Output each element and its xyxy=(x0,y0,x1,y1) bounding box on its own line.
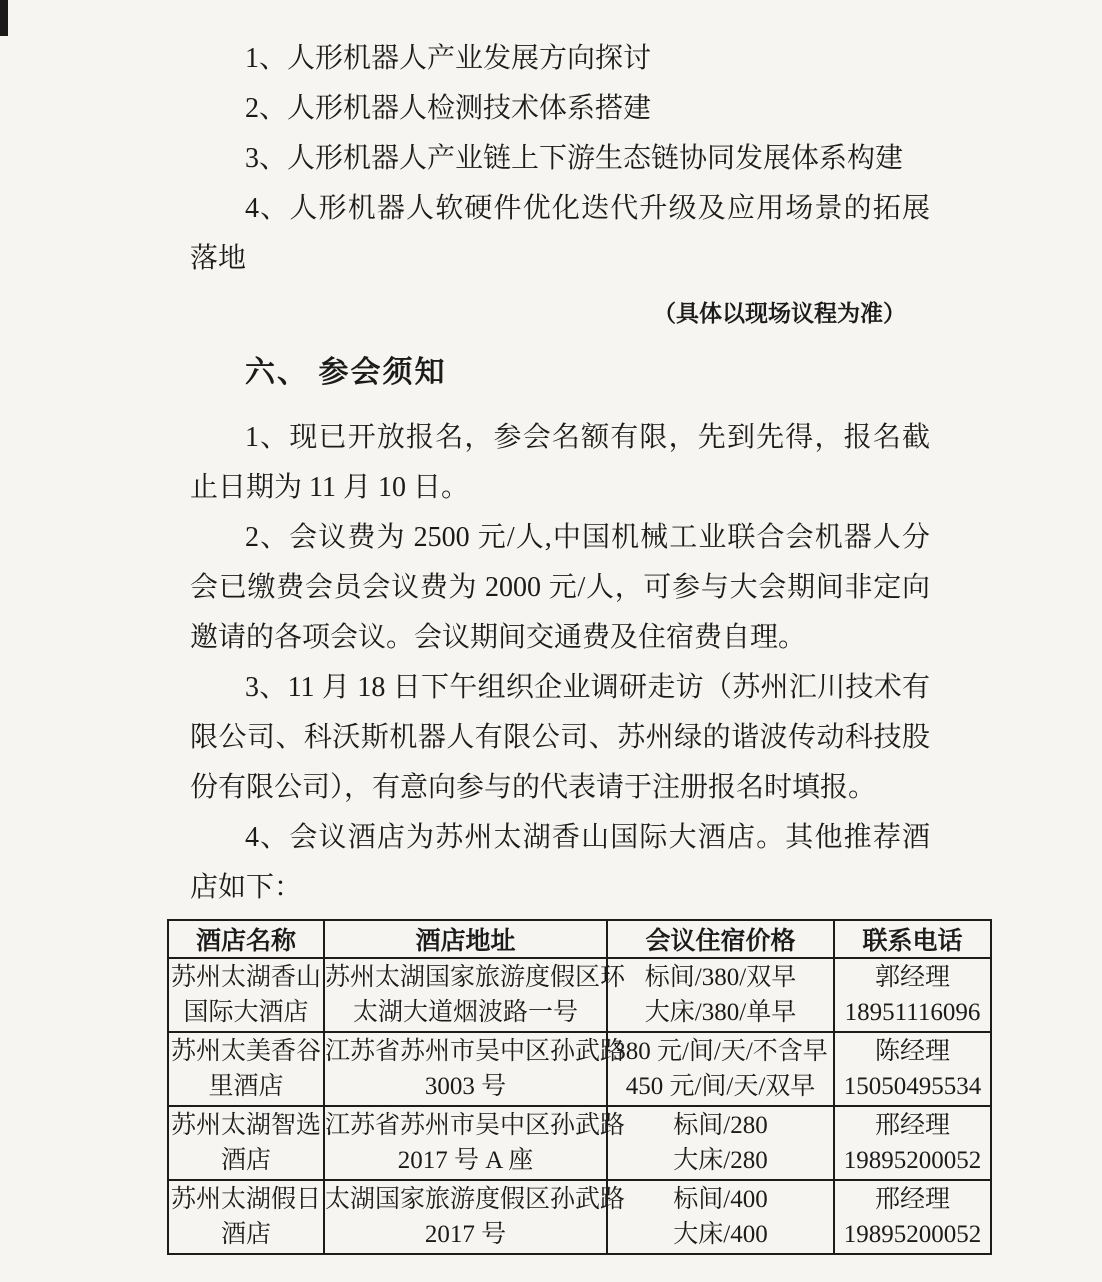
hotel-row xyxy=(168,958,991,1032)
cell-line: 邢经理 xyxy=(874,1112,950,1139)
agenda-item-4: 4、人形机器人软硬件优化迭代升级及应用场景的拓展落地 xyxy=(190,193,930,274)
header-hotel-address: 酒店地址 xyxy=(324,920,607,958)
notice-list xyxy=(190,413,930,913)
header-row xyxy=(168,920,991,958)
cell-room-price xyxy=(607,1180,834,1254)
cell-room-price xyxy=(607,1106,834,1180)
cell-line: 标间/280 xyxy=(673,1112,768,1139)
cell-hotel-address xyxy=(324,1180,626,1254)
header-room-price: 会议住宿价格 xyxy=(607,920,834,958)
cell-line: 苏州太湖国家旅游度假区环 xyxy=(325,964,626,991)
cell-line: 苏州太美香谷 xyxy=(170,1038,321,1065)
cell-line: 江苏省苏州市吴中区孙武路 xyxy=(325,1112,626,1139)
cell-line: 标间/400 xyxy=(673,1186,768,1213)
cell-line: 18951116096 xyxy=(844,999,981,1026)
header-contact-phone: 联系电话 xyxy=(834,920,991,958)
cell-hotel-name xyxy=(168,1106,324,1180)
agenda-note: （具体以现场议程为准） xyxy=(653,301,906,326)
cell-contact-phone xyxy=(834,1180,991,1254)
cell-line: 里酒店 xyxy=(208,1073,284,1100)
notice-paragraph-2: 2、会议费为 2500 元/人,中国机械工业联合会机器人分会已缴费会员会议费为 2000 元/人，可参与大会期间非定向邀请的各项会议。会议期间交通费及住宿费自理。 xyxy=(190,522,930,653)
hotel-table xyxy=(167,919,992,1255)
cell-line: 19895200052 xyxy=(843,1147,982,1174)
notice-paragraph-3: 3、11 月 18 日下午组织企业调研走访（苏州汇川技术有限公司、科沃斯机器人有限公司、苏州绿的谐波传动科技股份有限公司），有意向参与的代表请于注册报名时填报。 xyxy=(190,672,930,803)
cell-line: 450 元/间/天/双早 xyxy=(625,1073,816,1100)
cell-line: 2017 号 A 座 xyxy=(397,1147,534,1174)
cell-line: 15050495534 xyxy=(843,1073,982,1100)
header-hotel-name: 酒店名称 xyxy=(168,920,324,958)
cell-line: 大床/400 xyxy=(673,1221,768,1248)
cell-contact-phone xyxy=(834,1032,991,1106)
cell-hotel-address xyxy=(324,958,626,1032)
cell-line: 苏州太湖智选 xyxy=(170,1112,321,1139)
hotel-table-header xyxy=(168,920,991,958)
cell-line: 陈经理 xyxy=(874,1038,950,1065)
cell-room-price xyxy=(607,958,834,1032)
cell-line: 大床/380/单早 xyxy=(644,999,797,1026)
cell-hotel-name xyxy=(168,1180,324,1254)
notice-paragraph-1: 1、现已开放报名，参会名额有限，先到先得，报名截止日期为 11 月 10 日。 xyxy=(190,422,930,503)
cell-line: 邢经理 xyxy=(874,1186,950,1213)
cell-line: 太湖国家旅游度假区孙武路 xyxy=(325,1186,626,1213)
notice-paragraph-4: 4、会议酒店为苏州太湖香山国际大酒店。其他推荐酒店如下： xyxy=(190,822,930,903)
cell-room-price xyxy=(607,1032,834,1106)
text-block xyxy=(190,34,930,913)
cell-line: 郭经理 xyxy=(874,964,950,991)
cell-line: 苏州太湖假日 xyxy=(170,1186,321,1213)
agenda-item-2: 2、人形机器人检测技术体系搭建 xyxy=(245,93,652,124)
cell-line: 江苏省苏州市吴中区孙武路 xyxy=(325,1038,626,1065)
agenda-item-3: 3、人形机器人产业链上下游生态链协同发展体系构建 xyxy=(245,143,904,174)
cell-line: 标间/380/双早 xyxy=(644,964,797,991)
section-heading: 六、 参会须知 xyxy=(245,356,447,389)
cell-line: 2017 号 xyxy=(424,1221,507,1248)
hotel-row xyxy=(168,1106,991,1180)
cell-line: 380 元/间/天/不含早 xyxy=(613,1038,828,1065)
cell-line: 19895200052 xyxy=(843,1221,982,1248)
cell-contact-phone xyxy=(834,1106,991,1180)
cell-line: 酒店 xyxy=(220,1221,271,1248)
cell-hotel-address xyxy=(324,1106,626,1180)
hotel-row xyxy=(168,1180,991,1254)
cell-line: 太湖大道烟波路一号 xyxy=(352,999,578,1026)
cell-contact-phone xyxy=(834,958,991,1032)
cell-hotel-address xyxy=(324,1032,626,1106)
cell-line: 苏州太湖香山 xyxy=(170,964,321,991)
cell-line: 3003 号 xyxy=(424,1073,507,1100)
cell-line: 大床/280 xyxy=(673,1147,768,1174)
cell-hotel-name xyxy=(168,958,324,1032)
hotel-row xyxy=(168,1032,991,1106)
agenda-item-1: 1、人形机器人产业发展方向探讨 xyxy=(245,43,652,74)
cell-line: 酒店 xyxy=(220,1147,271,1174)
cell-line: 国际大酒店 xyxy=(183,999,309,1026)
cell-hotel-name xyxy=(168,1032,324,1106)
agenda-list xyxy=(190,34,930,284)
